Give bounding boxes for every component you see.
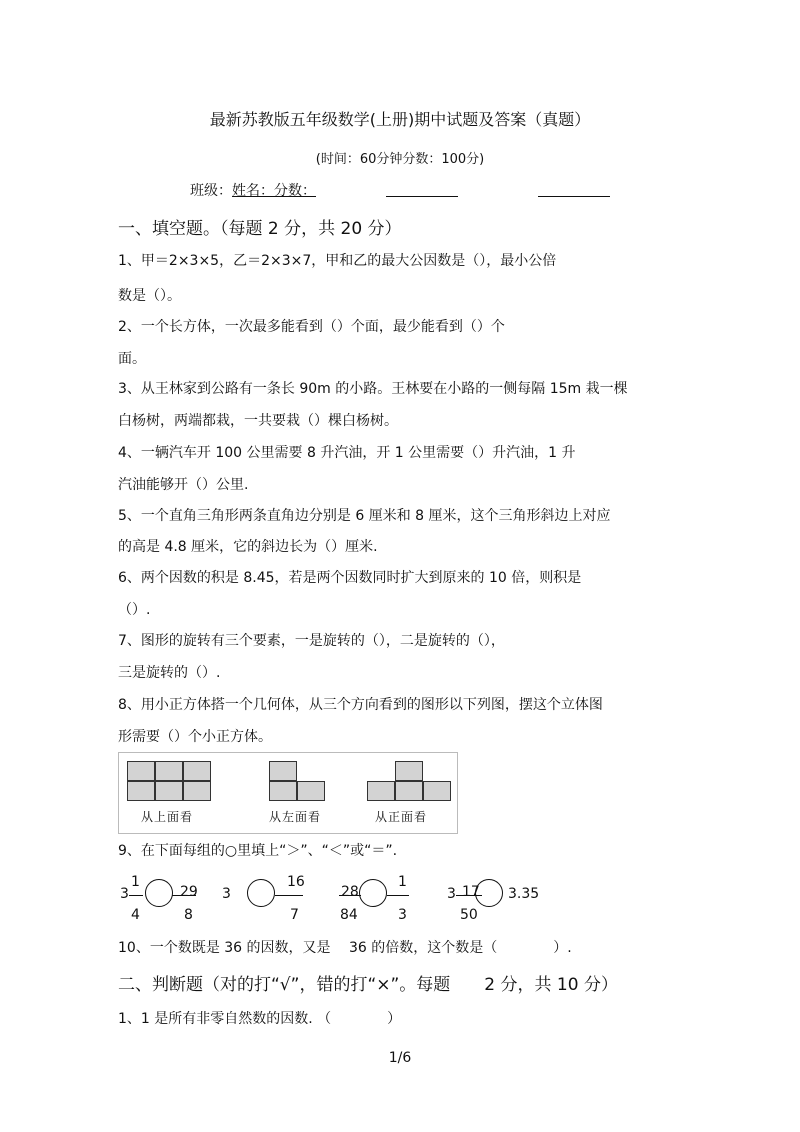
compare-2-right-denominator: 7 [290, 907, 299, 923]
compare-3-right-fraction-bar [387, 895, 409, 896]
compare-3-answer-circle[interactable] [359, 879, 387, 907]
question-5-line-1: 5、一个直角三角形两条直角边分别是 6 厘米和 8 厘米，这个三角形斜边上对应 [118, 508, 611, 524]
top-view-caption: 从上面看 [141, 810, 194, 824]
front-view-shape [367, 761, 451, 801]
compare-1-left-fraction-bar [129, 895, 143, 896]
left-view-caption: 从左面看 [269, 810, 322, 824]
question-5-line-2: 的高是 4.8 厘米，它的斜边长为（）厘米. [118, 539, 378, 555]
three-view-figure [118, 752, 458, 834]
compare-4-right-number: 3.35 [508, 886, 540, 902]
compare-1-right-denominator: 8 [184, 907, 193, 923]
compare-4-left-numerator: 17 [462, 884, 480, 900]
question-9-line-1: 9、在下面每组的○里填上“＞”、“＜”或“＝”. [118, 843, 398, 859]
question-4-line-1: 4、一辆汽车开 100 公里需要 8 升汽油，开 1 公里需要（）升汽油，1 升 [118, 445, 576, 461]
compare-2-answer-circle[interactable] [247, 879, 275, 907]
question-2-line-1: 2、一个长方体，一次最多能看到（）个面，最少能看到（）个 [118, 319, 505, 335]
question-6-line-1: 6、两个因数的积是 8.45，若是两个因数同时扩大到原来的 10 倍，则积是 [118, 570, 582, 586]
question-3-line-2: 白杨树，两端都栽，一共要栽（）棵白杨树。 [118, 413, 398, 429]
question-2-line-2: 面。 [118, 351, 146, 367]
compare-1-right-numerator: 29 [180, 884, 198, 900]
question-1-line-1: 1、甲＝2×3×5，乙＝2×3×7，甲和乙的最大公因数是（），最小公倍 [118, 253, 557, 269]
front-view-caption: 从正面看 [375, 810, 428, 824]
top-view-shape [127, 761, 211, 801]
class-label: 班级： [190, 183, 232, 199]
name-score-label: 姓名：分数： [232, 183, 316, 199]
judge-question-1: 1、1 是所有非零自然数的因数. （ ） [118, 1011, 402, 1027]
student-info-line [190, 180, 316, 200]
question-8-line-2: 形需要（）个小正方体。 [118, 729, 272, 745]
compare-2-right-fraction-bar [275, 895, 303, 896]
compare-1-left-denominator: 4 [131, 907, 140, 923]
compare-1-left-numerator: 1 [131, 874, 140, 890]
question-3-line-1: 3、从王林家到公路有一条长 90m 的小路。王林要在小路的一侧每隔 15m 栽一棵 [118, 381, 628, 397]
question-10-line-1: 10、一个数既是 36 的因数，又是 36 的倍数，这个数是（ ）. [118, 940, 572, 956]
page-number: 1/6 [388, 1050, 412, 1066]
compare-3-left-numerator: 28 [341, 884, 359, 900]
question-4-line-2: 汽油能够开（）公里. [118, 477, 249, 493]
compare-2-left-number: 3 [222, 886, 231, 902]
compare-3-right-numerator: 1 [398, 874, 407, 890]
question-7-line-2: 三是旋转的（）. [118, 665, 221, 681]
document-title: 最新苏教版五年级数学(上册)期中试题及答案（真题） [209, 110, 591, 129]
question-7-line-1: 7、图形的旋转有三个要素，一是旋转的（），二是旋转的（）， [118, 633, 505, 649]
compare-3-right-denominator: 3 [398, 907, 407, 923]
name-blank[interactable] [386, 196, 458, 197]
compare-4-answer-circle[interactable] [475, 879, 503, 907]
score-blank[interactable] [538, 196, 610, 197]
left-view-shape [269, 761, 325, 801]
compare-3-left-denominator: 84 [340, 907, 358, 923]
question-6-line-2: （）. [118, 602, 151, 618]
compare-3-left-fraction-bar [339, 895, 361, 896]
compare-2-right-numerator: 16 [287, 874, 305, 890]
exam-info: (时间：60分钟分数：100分) [315, 152, 485, 167]
compare-1-left-integer: 3 [120, 886, 129, 902]
compare-4-left-integer: 3 [447, 886, 456, 902]
question-1-line-2: 数是（）。 [118, 288, 181, 304]
question-8-line-1: 8、用小正方体搭一个几何体，从三个方向看到的图形以下列图，摆这个立体图 [118, 697, 603, 713]
compare-4-left-denominator: 50 [460, 907, 478, 923]
section-heading-true-false: 二、判断题（对的打“√”，错的打“×”。每题 2 分，共 10 分） [118, 975, 618, 995]
section-heading-fill-blank: 一、填空题。（每题 2 分，共 20 分） [118, 219, 402, 239]
compare-1-answer-circle[interactable] [145, 879, 173, 907]
